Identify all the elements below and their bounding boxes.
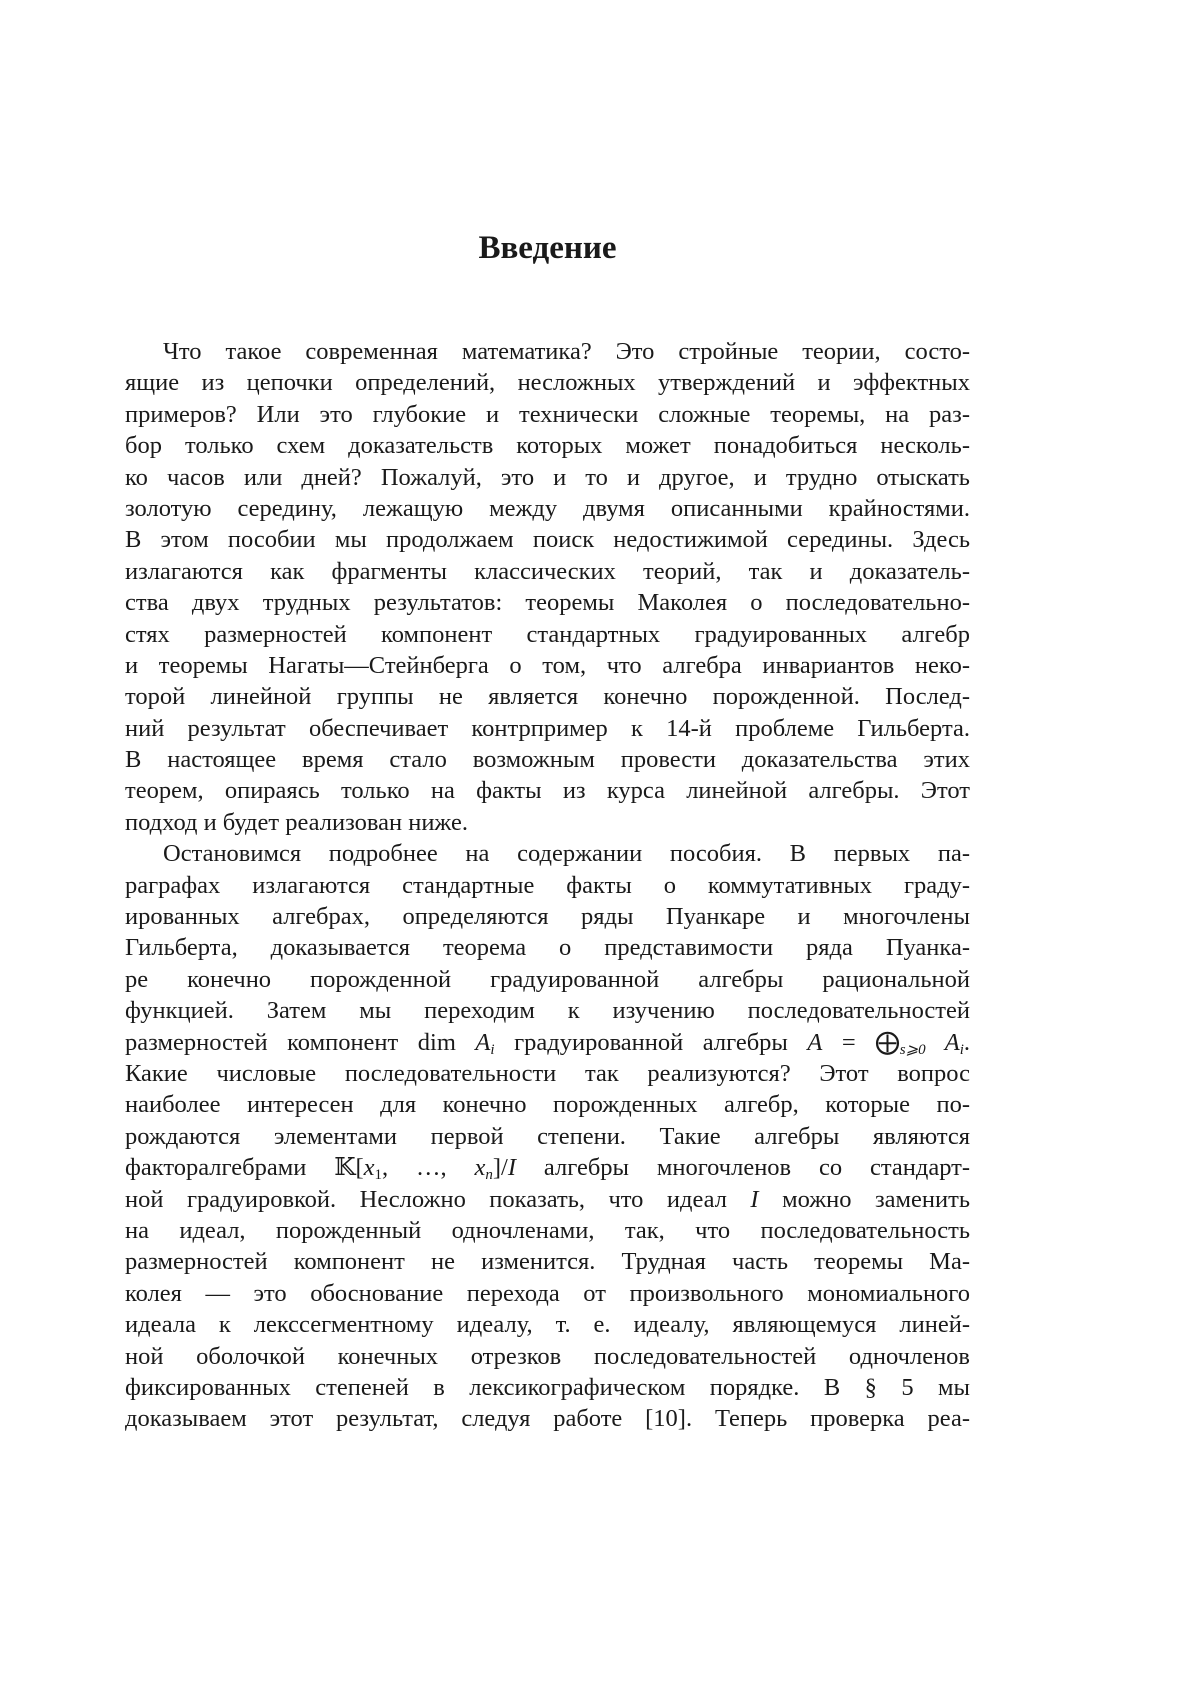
text-line: раграфах излагаются стандартные факты о коммутативных граду-	[125, 870, 970, 901]
text-line: ре конечно порожденной градуированной алгебры рациональной	[125, 964, 970, 995]
text-line: ко часов или дней? Пожалуй, это и то и другое, и трудно отыскать	[125, 462, 970, 493]
text-line: ящие из цепочки определений, несложных утверждений и эффектных	[125, 367, 970, 398]
math-sub: i	[490, 1042, 494, 1058]
math-text: размерностей компонент dim	[125, 1029, 475, 1056]
math-var: I	[750, 1186, 758, 1213]
text-line: на идеал, порожденный одночленами, так, что последовательность	[125, 1215, 970, 1246]
text-line: наиболее интересен для конечно порожденных алгебр, которые по-	[125, 1089, 970, 1120]
text-line: ний результат обеспечивает контрпример к 14-й проблеме Гильберта.	[125, 713, 970, 744]
math-var: A	[475, 1029, 490, 1056]
math-sub: s⩾0	[900, 1042, 926, 1058]
text-line: фиксированных степеней в лексикографическом порядке. В § 5 мы	[125, 1372, 970, 1403]
text-line: идеала к лекссегментному идеалу, т. е. идеалу, являющемуся линей-	[125, 1309, 970, 1340]
text-line: бор только схем доказательств которых может понадобиться несколь-	[125, 430, 970, 461]
math-text: .	[964, 1029, 970, 1056]
text-line: Остановимся подробнее на содержании пособия. В первых па-	[125, 838, 970, 869]
text-line: колея — это обоснование перехода от произвольного мономиального	[125, 1278, 970, 1309]
math-text: ной градуировкой. Несложно показать, что идеал	[125, 1186, 750, 1213]
math-op: 𝕂[	[334, 1154, 363, 1181]
text-line: золотую середину, лежащую между двумя описанными крайностями.	[125, 493, 970, 524]
math-text: факторалгебрами	[125, 1154, 334, 1181]
text-line: функцией. Затем мы переходим к изучению последовательностей	[125, 995, 970, 1026]
text-line: размерностей компонент не изменится. Трудная часть теоремы Ма-	[125, 1246, 970, 1277]
math-sub: 1	[375, 1167, 383, 1183]
math-sub: i	[960, 1042, 964, 1058]
text-line	[125, 1152, 970, 1183]
text-line: подход и будет реализован ниже.	[125, 807, 970, 838]
text-line: торой линейной группы не является конечно порожденной. Послед-	[125, 681, 970, 712]
math-op: , …,	[382, 1154, 474, 1181]
text-line: Гильберта, доказывается теорема о представимости ряда Пуанка-	[125, 932, 970, 963]
math-text: можно заменить	[759, 1186, 970, 1213]
page-title: Введение	[0, 230, 1095, 267]
math-var: A	[926, 1029, 960, 1056]
text-line: Какие числовые последовательности так реализуются? Этот вопрос	[125, 1058, 970, 1089]
math-op: ]/	[493, 1154, 508, 1181]
text-line: ированных алгебрах, определяются ряды Пуанкаре и многочлены	[125, 901, 970, 932]
math-text: градуированной алгебры	[495, 1029, 808, 1056]
math-var: x	[475, 1154, 486, 1181]
text-line: ства двух трудных результатов: теоремы Маколея о последовательно-	[125, 587, 970, 618]
text-line: ной оболочкой конечных отрезков последовательностей одночленов	[125, 1341, 970, 1372]
math-var: x	[364, 1154, 375, 1181]
math-op: = ⨁	[822, 1029, 899, 1056]
text-line: теорем, опираясь только на факты из курса линейной алгебры. Этот	[125, 775, 970, 806]
text-line: В этом пособии мы продолжаем поиск недостижимой середины. Здесь	[125, 524, 970, 555]
math-var: A	[807, 1029, 822, 1056]
math-text: алгебры многочленов со стандарт-	[516, 1154, 970, 1181]
body-text	[125, 336, 970, 1435]
text-line: примеров? Или это глубокие и технически сложные теоремы, на раз-	[125, 399, 970, 430]
math-var: I	[508, 1154, 516, 1181]
text-line: Что такое современная математика? Это стройные теории, состо-	[125, 336, 970, 367]
text-line	[125, 1184, 970, 1215]
math-sub: n	[485, 1167, 493, 1183]
text-line: доказываем этот результат, следуя работе [10]. Теперь проверка реа-	[125, 1403, 970, 1434]
text-line: излагаются как фрагменты классических теорий, так и доказатель-	[125, 556, 970, 587]
text-line: стях размерностей компонент стандартных градуированных алгебр	[125, 619, 970, 650]
text-line: В настоящее время стало возможным провести доказательства этих	[125, 744, 970, 775]
text-line	[125, 1027, 970, 1058]
text-line: и теоремы Нагаты—Стейнберга о том, что алгебра инвариантов неко-	[125, 650, 970, 681]
text-line: рождаются элементами первой степени. Такие алгебры являются	[125, 1121, 970, 1152]
